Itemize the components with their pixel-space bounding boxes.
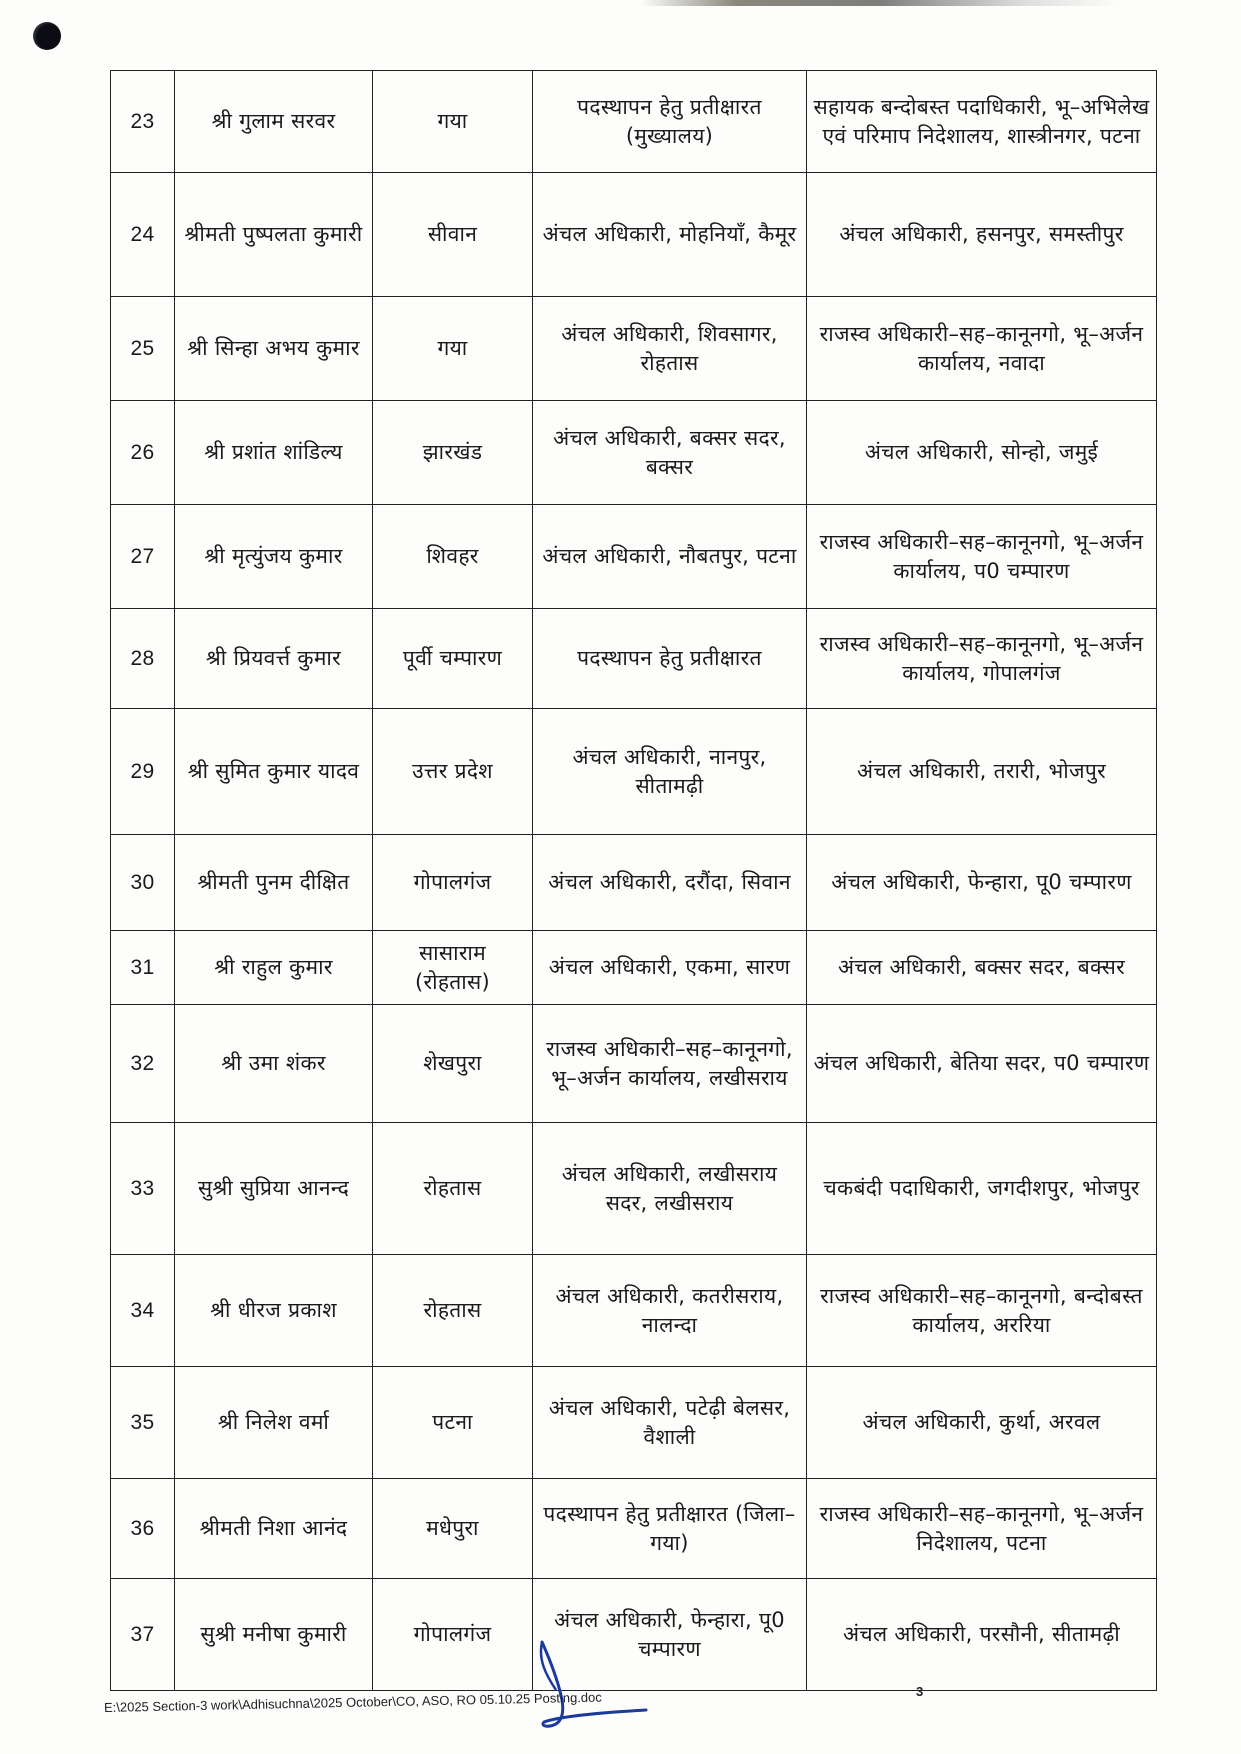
current-posting-cell: अंचल अधिकारी, शिवसागर, रोहतास xyxy=(533,297,807,401)
officer-name-cell: श्री निलेश वर्मा xyxy=(175,1367,373,1479)
home-district-cell: रोहतास xyxy=(373,1255,533,1367)
serial-number-cell: 28 xyxy=(111,609,175,709)
posting-table xyxy=(110,70,1157,1691)
new-posting-cell: सहायक बन्दोबस्त पदाधिकारी, भू–अभिलेख एवं परिमाप निदेशालय, शास्त्रीनगर, पटना xyxy=(807,71,1157,173)
officer-name-cell: श्री राहुल कुमार xyxy=(175,931,373,1005)
home-district-cell: रोहतास xyxy=(373,1123,533,1255)
officer-name-cell: श्री धीरज प्रकाश xyxy=(175,1255,373,1367)
posting-table-body xyxy=(111,71,1157,1691)
new-posting-cell: राजस्व अधिकारी–सह–कानूनगो, बन्दोबस्त कार्यालय, अररिया xyxy=(807,1255,1157,1367)
serial-number-cell: 36 xyxy=(111,1479,175,1579)
home-district-cell: मधेपुरा xyxy=(373,1479,533,1579)
table-row xyxy=(111,1123,1157,1255)
table-row xyxy=(111,401,1157,505)
signature-loop xyxy=(541,1642,556,1690)
serial-number-cell: 27 xyxy=(111,505,175,609)
officer-name-cell: सुश्री सुप्रिया आनन्द xyxy=(175,1123,373,1255)
current-posting-cell: राजस्व अधिकारी–सह–कानूनगो, भू–अर्जन कार्यालय, लखीसराय xyxy=(533,1005,807,1123)
new-posting-cell: राजस्व अधिकारी–सह–कानूनगो, भू–अर्जन कार्यालय, प0 चम्पारण xyxy=(807,505,1157,609)
new-posting-cell: अंचल अधिकारी, तरारी, भोजपुर xyxy=(807,709,1157,835)
home-district-cell: गया xyxy=(373,297,533,401)
new-posting-cell: अंचल अधिकारी, सोन्हो, जमुई xyxy=(807,401,1157,505)
home-district-cell: पटना xyxy=(373,1367,533,1479)
table-row xyxy=(111,709,1157,835)
new-posting-cell: राजस्व अधिकारी–सह–कानूनगो, भू–अर्जन कार्यालय, गोपालगंज xyxy=(807,609,1157,709)
serial-number-cell: 23 xyxy=(111,71,175,173)
serial-number-cell: 34 xyxy=(111,1255,175,1367)
officer-name-cell: श्री प्रशांत शांडिल्य xyxy=(175,401,373,505)
punch-hole-mark xyxy=(33,22,61,50)
officer-name-cell: श्री सुमित कुमार यादव xyxy=(175,709,373,835)
officer-name-cell: श्री सिन्हा अभय कुमार xyxy=(175,297,373,401)
serial-number-cell: 31 xyxy=(111,931,175,1005)
new-posting-cell: अंचल अधिकारी, बेतिया सदर, प0 चम्पारण xyxy=(807,1005,1157,1123)
serial-number-cell: 35 xyxy=(111,1367,175,1479)
table-row xyxy=(111,71,1157,173)
home-district-cell: शेखपुरा xyxy=(373,1005,533,1123)
signature-mark xyxy=(520,1620,680,1730)
officer-name-cell: श्री प्रियवर्त्त कुमार xyxy=(175,609,373,709)
new-posting-cell: अंचल अधिकारी, फेन्हारा, पू0 चम्पारण xyxy=(807,835,1157,931)
officer-name-cell: श्रीमती पुष्पलता कुमारी xyxy=(175,173,373,297)
footer-file-path: E:\2025 Section-3 work\Adhisuchna\2025 October\CO, ASO, RO 05.10.25 Posting.doc xyxy=(103,1689,602,1715)
home-district-cell: सासाराम (रोहतास) xyxy=(373,931,533,1005)
current-posting-cell: अंचल अधिकारी, दरौंदा, सिवान xyxy=(533,835,807,931)
new-posting-cell: अंचल अधिकारी, बक्सर सदर, बक्सर xyxy=(807,931,1157,1005)
table-row xyxy=(111,835,1157,931)
current-posting-cell: पदस्थापन हेतु प्रतीक्षारत (मुख्यालय) xyxy=(533,71,807,173)
current-posting-cell: अंचल अधिकारी, बक्सर सदर, बक्सर xyxy=(533,401,807,505)
table-row xyxy=(111,931,1157,1005)
current-posting-cell: अंचल अधिकारी, नानपुर, सीतामढ़ी xyxy=(533,709,807,835)
officer-name-cell: श्रीमती पुनम दीक्षित xyxy=(175,835,373,931)
home-district-cell: उत्तर प्रदेश xyxy=(373,709,533,835)
new-posting-cell: अंचल अधिकारी, कुर्था, अरवल xyxy=(807,1367,1157,1479)
new-posting-cell: अंचल अधिकारी, परसौनी, सीतामढ़ी xyxy=(807,1579,1157,1691)
serial-number-cell: 26 xyxy=(111,401,175,505)
current-posting-cell: अंचल अधिकारी, लखीसराय सदर, लखीसराय xyxy=(533,1123,807,1255)
serial-number-cell: 24 xyxy=(111,173,175,297)
officer-name-cell: श्रीमती निशा आनंद xyxy=(175,1479,373,1579)
current-posting-cell: अंचल अधिकारी, मोहनियाँ, कैमूर xyxy=(533,173,807,297)
table-row xyxy=(111,1367,1157,1479)
home-district-cell: झारखंड xyxy=(373,401,533,505)
table-row xyxy=(111,1005,1157,1123)
serial-number-cell: 25 xyxy=(111,297,175,401)
home-district-cell: गोपालगंज xyxy=(373,835,533,931)
home-district-cell: गया xyxy=(373,71,533,173)
current-posting-cell: पदस्थापन हेतु प्रतीक्षारत xyxy=(533,609,807,709)
serial-number-cell: 33 xyxy=(111,1123,175,1255)
table-row xyxy=(111,297,1157,401)
new-posting-cell: राजस्व अधिकारी–सह–कानूनगो, भू–अर्जन कार्यालय, नवादा xyxy=(807,297,1157,401)
current-posting-cell: अंचल अधिकारी, नौबतपुर, पटना xyxy=(533,505,807,609)
home-district-cell: पूर्वी चम्पारण xyxy=(373,609,533,709)
officer-name-cell: श्री मृत्युंजय कुमार xyxy=(175,505,373,609)
home-district-cell: गोपालगंज xyxy=(373,1579,533,1691)
new-posting-cell: राजस्व अधिकारी–सह–कानूनगो, भू–अर्जन निदेशालय, पटना xyxy=(807,1479,1157,1579)
current-posting-cell: अंचल अधिकारी, कतरीसराय, नालन्दा xyxy=(533,1255,807,1367)
home-district-cell: शिवहर xyxy=(373,505,533,609)
signature-stroke xyxy=(542,1642,646,1726)
new-posting-cell: अंचल अधिकारी, हसनपुर, समस्तीपुर xyxy=(807,173,1157,297)
page-number: 3 xyxy=(916,1684,924,1699)
current-posting-cell: अंचल अधिकारी, पटेढ़ी बेलसर, वैशाली xyxy=(533,1367,807,1479)
serial-number-cell: 30 xyxy=(111,835,175,931)
officer-name-cell: सुश्री मनीषा कुमारी xyxy=(175,1579,373,1691)
table-row xyxy=(111,173,1157,297)
scan-edge-artifact xyxy=(640,0,1120,6)
current-posting-cell: अंचल अधिकारी, फेन्हारा, पू0 चम्पारण xyxy=(533,1579,807,1691)
table-row xyxy=(111,1479,1157,1579)
current-posting-cell: अंचल अधिकारी, एकमा, सारण xyxy=(533,931,807,1005)
serial-number-cell: 37 xyxy=(111,1579,175,1691)
serial-number-cell: 32 xyxy=(111,1005,175,1123)
serial-number-cell: 29 xyxy=(111,709,175,835)
current-posting-cell: पदस्थापन हेतु प्रतीक्षारत (जिला–गया) xyxy=(533,1479,807,1579)
table-row xyxy=(111,1255,1157,1367)
home-district-cell: सीवान xyxy=(373,173,533,297)
new-posting-cell: चकबंदी पदाधिकारी, जगदीशपुर, भोजपुर xyxy=(807,1123,1157,1255)
officer-name-cell: श्री उमा शंकर xyxy=(175,1005,373,1123)
table-row xyxy=(111,505,1157,609)
table-row xyxy=(111,609,1157,709)
officer-name-cell: श्री गुलाम सरवर xyxy=(175,71,373,173)
